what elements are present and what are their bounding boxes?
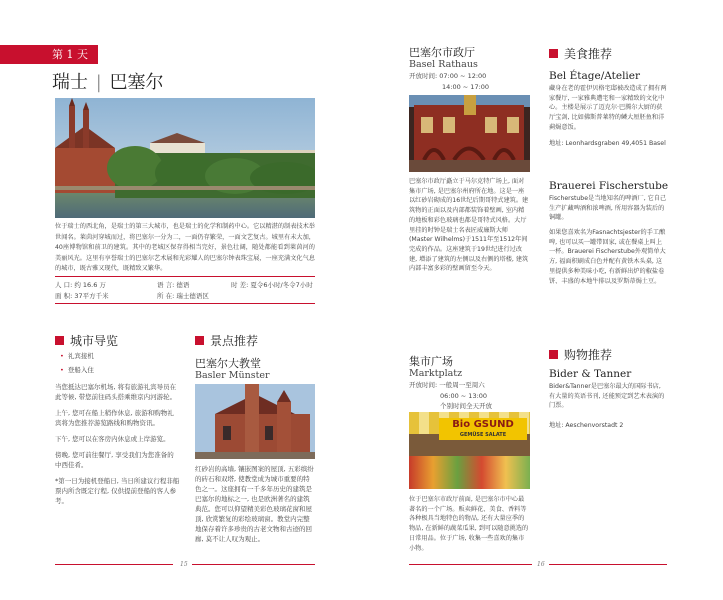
town-hall-hours-1: 开放时间: 07:00 ~ 12:00 xyxy=(409,72,487,80)
guide-paragraph: 上午, 您可在船上稍作休息, 旅游和购物礼宾将为您推荐游览路线和购物资讯。 xyxy=(55,409,174,427)
page-number-left: 15 xyxy=(180,561,188,568)
cathedral-photo xyxy=(195,384,315,459)
info-bottom-rule xyxy=(55,303,315,304)
right-footer-rule xyxy=(409,564,532,565)
city-guide-text xyxy=(55,382,180,506)
town-hall-name-de: Basel Rathaus xyxy=(409,59,478,70)
attractions-heading: 景点推荐 xyxy=(195,332,258,349)
market-produce xyxy=(409,456,530,489)
right-footer-rule-2 xyxy=(549,564,667,565)
town-hall-text: 巴塞尔市政厅矗立于马尔克特广场上, 面对集市广场, 是巴塞尔州府所在地。这是一座以红砂岩砌成的16世纪后期哥特式建筑。建筑物的正面以及内部都装饰着壁画, 室内精的地板和彩色玻璃也都是哥特式风格。大厅里挂的时钟是瑞士名表匠威廉斯大师(Master Wilhelms)于1511年至1512年间完成的作品。这座建筑于19世纪进行过改建, 增添了建筑的左侧以及右侧的塔楼, 建筑内部丰富多彩的壁画留至今天。 xyxy=(409,178,529,273)
guide-paragraph: 傍晚, 您可前往餐厅, 享受我们为您准备的中西佳肴。 xyxy=(55,451,174,469)
town-hall-name: 巴塞尔市政厅 xyxy=(409,46,475,59)
market-hours-1: 开放时间: 一般周一至周六 xyxy=(409,381,485,389)
market-name-de: Marktplatz xyxy=(409,368,463,379)
city-info xyxy=(55,280,315,302)
section-marker-icon xyxy=(55,336,64,345)
city-guide-heading: 城市导览 xyxy=(55,332,118,349)
bullet-item: • 登船入住 xyxy=(60,363,180,377)
market-hours-2: 06:00 ~ 13:00 xyxy=(440,392,488,400)
guide-paragraph: 下午, 您可以在客房内休息或上岸游览。 xyxy=(55,435,170,443)
shop-text: Bider&Tanner是巴塞尔最大的国际书店, 有大量的英语书刊, 还能预定到艺术表演的门票。 xyxy=(549,383,665,410)
section-marker-icon xyxy=(195,336,204,345)
left-footer-rule-2 xyxy=(192,564,315,565)
bullet-item: • 礼宾接机 xyxy=(60,349,180,363)
info-area: 面 积: 37平方千米 xyxy=(55,292,109,300)
town-hall-hours-2: 14:00 ~ 17:00 xyxy=(442,83,490,91)
food-heading: 美食推荐 xyxy=(549,45,612,62)
market-text: 位于巴塞尔市政厅前面, 是巴塞尔市中心最著名的一个广场。贩卖鲜花、美食、香料等各种极具当地特色的物品, 还有大量应季的物品, 在新鲜的蔬菜瓜果, 到可以随意挑选的日常用品。位于广场, 收集一些喜欢的集市小物。 xyxy=(409,496,529,552)
shop-address: 地址: Aeschenvorstadt 2 xyxy=(549,422,624,429)
restaurant-2-text-1: Fischerstube是当地知名的啤酒厂, 它自己生产扩藏啤酒和浓啤酒, 所用容器为装后的铜罐。 xyxy=(549,195,667,222)
city-guide-bullets xyxy=(60,349,180,377)
guide-paragraph: *第一日为接机登船日, 当日所建议行程非船票内所含既定行程, 仅供提前登船的客人参考。 xyxy=(55,477,180,505)
page-number-right: 16 xyxy=(537,561,545,568)
market-sign: Bio GSUND GEMÜSE SALATE xyxy=(439,418,527,440)
restaurant-1-text: 藏身在老的霍伊贝格宅邸被改造成了拥有两家餐厅, 一家雅典遭宅和一家精致的文化中心。主楼是展示了迈克尔·巴腾尔大厨的获厅宝剑, 比如佛斯普莱特的鳞大厘胚鱼和洋蓟焗意饭。 xyxy=(549,85,667,131)
info-top-rule xyxy=(55,276,315,277)
guide-paragraph: 当您抵达巴塞尔机场, 将有旅游礼宾导员在此等候, 带您前往码头搭乘维京内河游轮。 xyxy=(55,383,177,401)
market-name: 集市广场 xyxy=(409,355,453,368)
title-city: 巴塞尔 xyxy=(109,72,164,93)
restaurant-1-address: 地址: Leonhardsgraben 49,4051 Basel xyxy=(549,140,666,147)
title-country: 瑞士 xyxy=(52,72,88,93)
city-intro: 位于瑞士的西北角，是瑞士的第三大城市，也是瑞士的化学和制药中心。它以精湛的制表技术举世闻名。莱茵河穿城而过，将巴塞尔一分为二，一面仍存繁荣，一面文艺复古。城里有未大加，40座博物馆和前卫的建筑。其中的老城区保存得相当完好，景色壮阔，随处都能看到莱茵河的美丽风光。这里有享誉瑞士的巴塞尔艺术展和光彩耀人的巴塞尔钟表珠宝展，一座充满文化气息的城市，既古雅又现代，既精致又繁华。 xyxy=(55,223,315,272)
title-separator: | xyxy=(95,72,102,93)
page-title xyxy=(52,68,164,94)
info-region: 所 在: 瑞士德语区 xyxy=(157,292,209,300)
restaurant-2-name: Brauerei Fischerstube xyxy=(549,180,669,192)
left-footer-rule xyxy=(55,564,173,565)
town-hall-photo xyxy=(409,95,530,172)
market-photo xyxy=(409,412,530,489)
day-label: 第 1 天 xyxy=(0,45,98,64)
basel-skyline-photo xyxy=(55,98,315,218)
cathedral-text: 红砂岩的高墙, 镶嵌图案的屋顶, 五彩缤纷的砖石和双塔, 使教堂成为城市重要的特色之一。这座拥有一千多年历史的建筑是巴塞尔的地标之一, 也是欧洲著名的建筑典范。您可以仰望精美彩色玻璃花窗和屋顶, 欣赏繁复的彩绘玻璃窗。教堂内完整地保存着许多珍贵的古老文物和古迹的回廊, 莫不让人叹为观止。 xyxy=(195,465,314,543)
info-timezone: 时 差: 夏令6小时/冬令7小时 xyxy=(231,281,313,289)
section-marker-icon xyxy=(549,350,558,359)
shopping-heading: 购物推荐 xyxy=(549,346,612,363)
info-language: 语 言: 德语 xyxy=(157,281,190,289)
shop-name: Bider & Tanner xyxy=(549,368,632,380)
cathedral-name-de: Basler Münster xyxy=(195,370,270,381)
section-marker-icon xyxy=(549,49,558,58)
cathedral-name: 巴塞尔大教堂 xyxy=(195,357,261,370)
market-hours-3: 个别时间全天开放 xyxy=(440,402,492,410)
restaurant-1-name: Bel Étage/Atelier xyxy=(549,70,641,82)
restaurant-2-text-2: 如果您喜欢名为Fasnachtsjester的手工酿啤, 也可以买一罐带回家, 或在餐桌上叫上一杯。Brauerei Fischerstube外观简单大方, 福面积刷成白色并配有黄铁木头桌, 这里提供多种美味小吃, 有新鲜出炉的椒盐卷饼、丰盛的本地牛排以及罗斯蒂焗土豆。 xyxy=(549,229,666,285)
info-population: 人 口: 约 16.6 万 xyxy=(55,281,106,289)
